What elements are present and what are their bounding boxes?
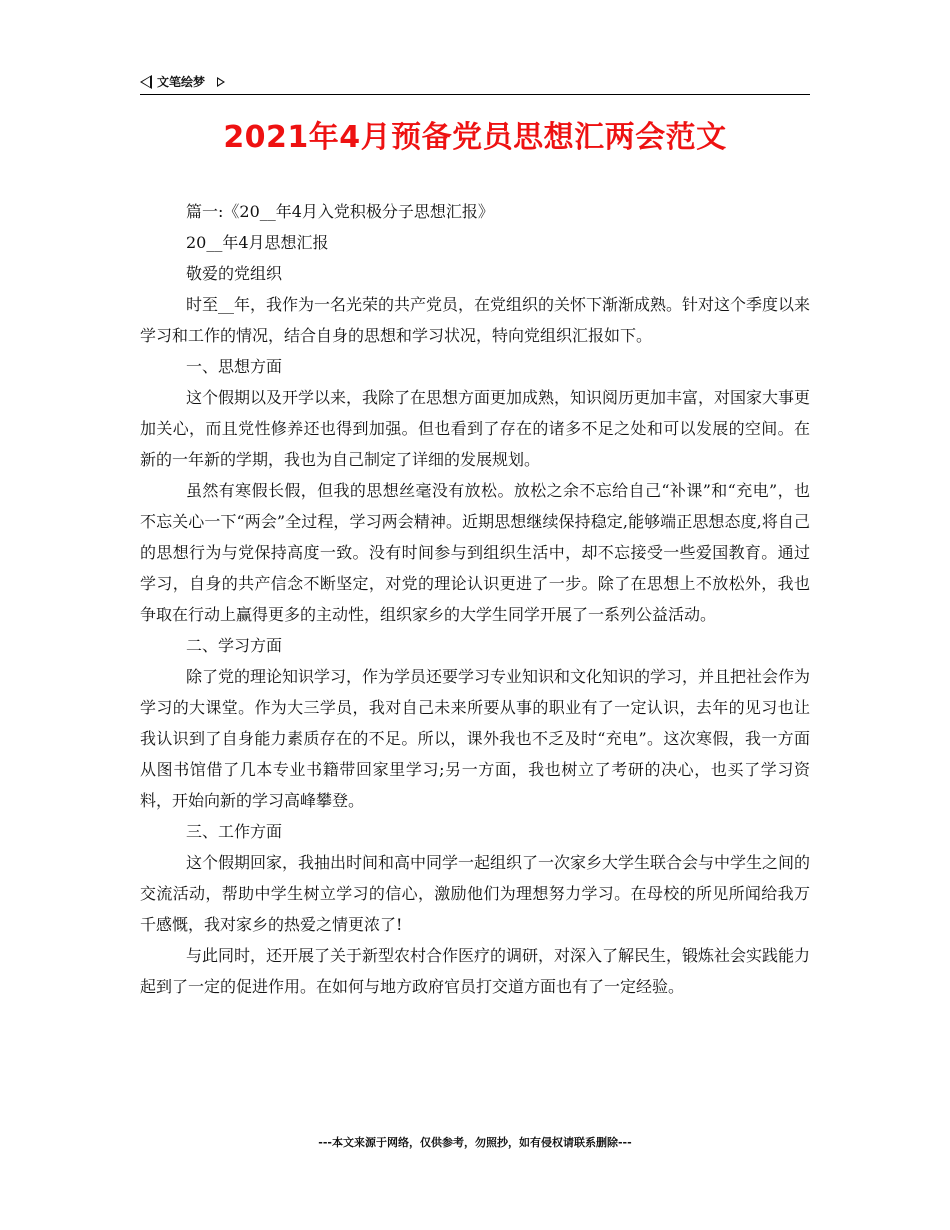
paragraph: 这个假期回家，我抽出时间和高中同学一起组织了一次家乡大学生联合会与中学生之间的交流活动，帮助中学生树立学习的信心，激励他们为理想努力学习。在母校的所见所闻给我万千感慨，我对家乡的热爱之情更浓了! bbox=[140, 853, 811, 934]
page-footer-disclaimer: ---本文来源于网络，仅供参考，勿照抄，如有侵权请联系删除--- bbox=[318, 1136, 632, 1149]
document-body bbox=[140, 196, 810, 1002]
paragraph: 篇一:《20__年4月入党积极分子思想汇报》 bbox=[186, 202, 494, 221]
triangle-right-outline-icon bbox=[217, 77, 225, 87]
triangle-left-outline-icon bbox=[140, 75, 152, 89]
paragraph: 时至__年，我作为一名光荣的共产党员，在党组织的关怀下渐渐成熟。针对这个季度以来学习和工作的情况，结合自身的思想和学习状况，特向党组织汇报如下。 bbox=[140, 295, 811, 345]
brand-label: 文笔绘梦 bbox=[157, 75, 206, 89]
paragraph: 20__年4月思想汇报 bbox=[186, 233, 329, 252]
paragraph: 与此同时，还开展了关于新型农村合作医疗的调研，对深入了解民生，锻炼社会实践能力起到了一定的促进作用。在如何与地方政府官员打交道方面也有了一定经验。 bbox=[140, 946, 811, 996]
paragraph: 这个假期以及开学以来，我除了在思想方面更加成熟，知识阅历更加丰富，对国家大事更加关心，而且党性修养还也得到加强。但也看到了存在的诸多不足之处和可以发展的空间。在新的一年新的学期，我也为自己制定了详细的发展规划。 bbox=[140, 388, 811, 469]
header-brand bbox=[140, 73, 225, 90]
section-heading: 三、工作方面 bbox=[186, 822, 283, 841]
paragraph: 虽然有寒假长假，但我的思想丝毫没有放松。放松之余不忘给自己“补课”和“充电”，也不忘关心一下“两会”全过程，学习两会精神。近期思想继续保持稳定,能够端正思想态度,将自己的思想行为与党保持高度一致。没有时间参与到组织生活中，却不忘接受一些爱国教育。通过学习，自身的共产信念不断坚定，对党的理论认识更进了一步。除了在思想上不放松外，我也争取在行动上赢得更多的主动性，组织家乡的大学生同学开展了一系列公益活动。 bbox=[140, 481, 810, 624]
document-title: 2021年4月预备党员思想汇两会范文 bbox=[223, 120, 727, 155]
page-header bbox=[140, 70, 810, 95]
section-heading: 一、思想方面 bbox=[186, 357, 283, 376]
paragraph: 敬爱的党组织 bbox=[186, 264, 283, 283]
paragraph: 除了党的理论知识学习，作为学员还要学习专业知识和文化知识的学习，并且把社会作为学习的大课堂。作为大三学员，我对自己未来所要从事的职业有了一定认识，去年的见习也让我认识到了自身能力素质存在的不足。所以，课外我也不乏及时“充电”。这次寒假，我一方面从图书馆借了几本专业书籍带回家里学习;另一方面，我也树立了考研的决心，也买了学习资料，开始向新的学习高峰攀登。 bbox=[140, 667, 811, 810]
section-heading: 二、学习方面 bbox=[186, 636, 283, 655]
